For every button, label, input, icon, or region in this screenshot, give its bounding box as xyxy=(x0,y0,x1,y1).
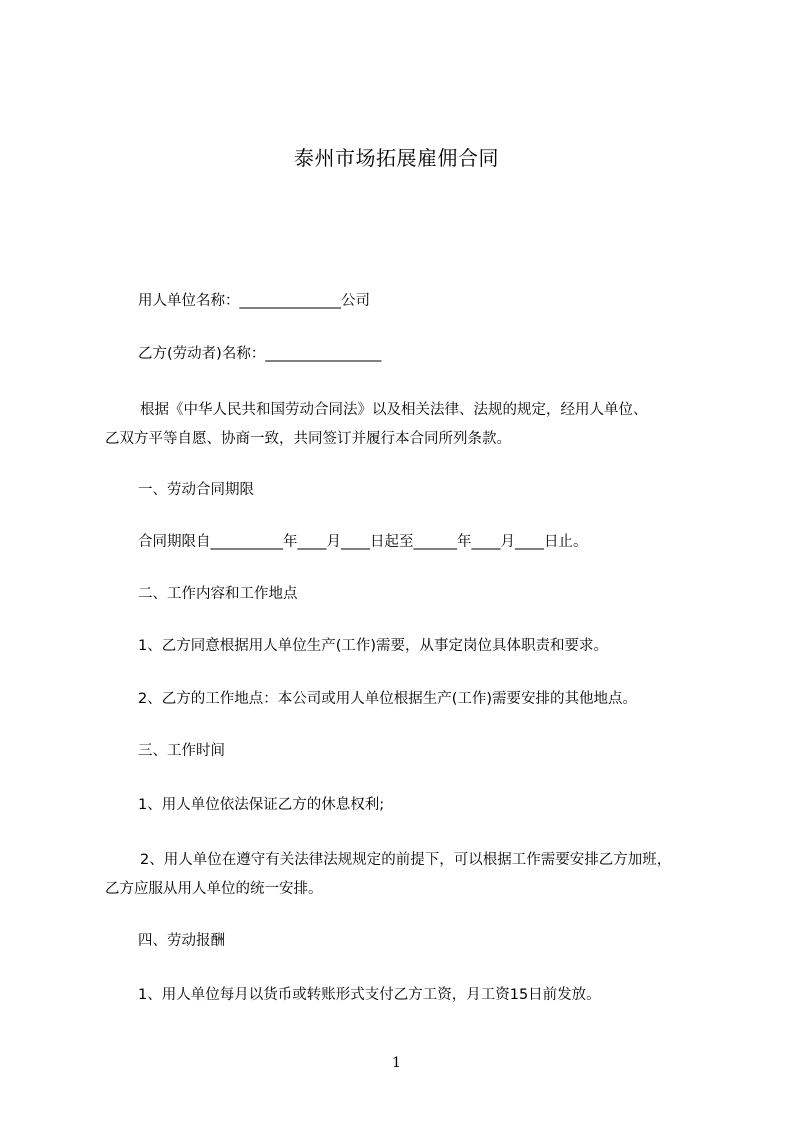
section-heading-contract-term: 一、劳动合同期限 xyxy=(138,482,254,498)
section-heading-compensation: 四、劳动报酬 xyxy=(138,933,225,949)
preamble-line-2: 乙双方平等自愿、协商一致，共同签订并履行本合同所列条款。 xyxy=(105,431,511,447)
preamble-line-1: 根据《中华人民共和国劳动合同法》以及相关法律、法规的规定，经用人单位、 xyxy=(140,402,648,418)
employer-name-line: 用人单位名称：______________公司 xyxy=(138,293,370,309)
work-hours-item-2-line-1: 2、用人单位在遵守有关法律法规规定的前提下，可以根据工作需要安排乙方加班， xyxy=(140,852,672,868)
work-content-item-2: 2、乙方的工作地点：本公司或用人单位根据生产(工作)需要安排的其他地点。 xyxy=(138,691,638,707)
work-hours-item-1: 1、用人单位依法保证乙方的休息权利; xyxy=(138,797,385,813)
section-heading-work-content: 二、工作内容和工作地点 xyxy=(138,586,298,602)
work-hours-item-2-line-2: 乙方应服从用人单位的统一安排。 xyxy=(105,881,323,897)
contract-term-line: 合同期限自__________年____月____日起至______年____月____日止。 xyxy=(138,534,588,550)
employee-name-line: 乙方(劳动者)名称：________________ xyxy=(138,346,382,362)
compensation-item-1: 1、用人单位每月以货币或转账形式支付乙方工资，月工资15日前发放。 xyxy=(138,987,601,1003)
page-number: 1 xyxy=(392,1055,401,1071)
section-heading-work-hours: 三、工作时间 xyxy=(138,743,225,759)
document-title: 泰州市场拓展雇佣合同 xyxy=(294,146,499,170)
work-content-item-1: 1、乙方同意根据用人单位生产(工作)需要，从事定岗位具体职责和要求。 xyxy=(138,638,609,654)
